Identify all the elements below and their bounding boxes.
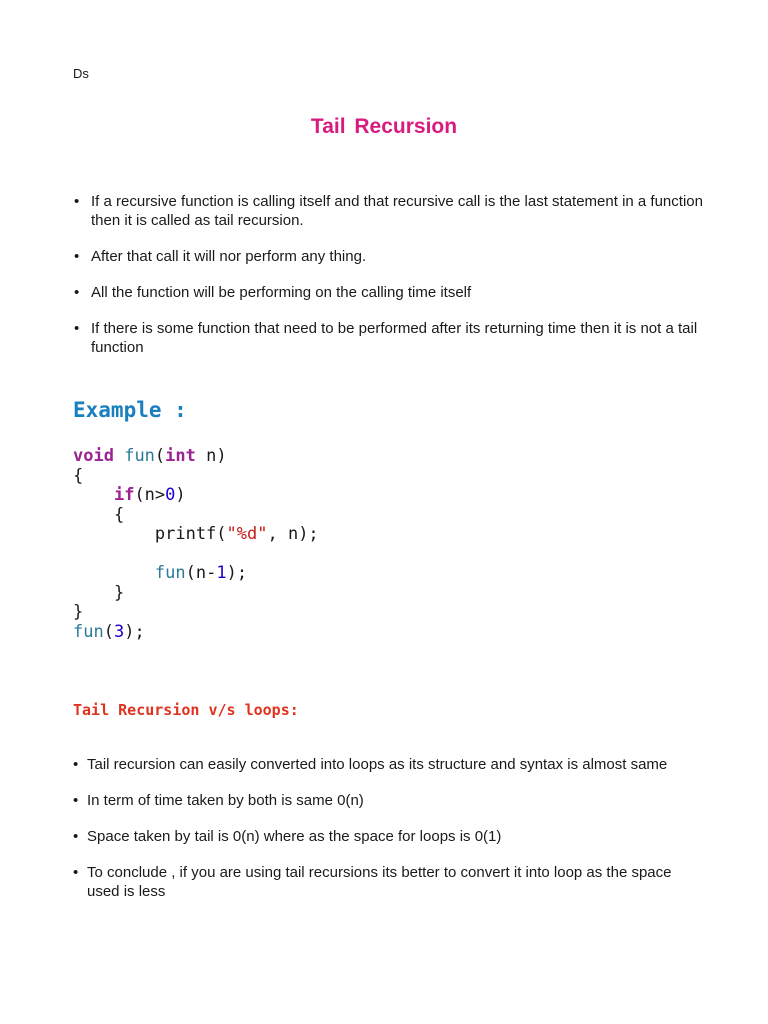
header-label: Ds	[73, 66, 89, 81]
page-title: Tail Recursion	[310, 115, 458, 138]
bullet-marker: •	[73, 756, 79, 773]
list-item	[74, 283, 711, 302]
bullet-marker: •	[73, 828, 79, 845]
code-text: n)	[195, 446, 227, 466]
bullet-text: If there is some function that need to be performed after its returning time then it is not a tail function	[91, 320, 698, 356]
code-number: 1	[216, 563, 227, 583]
bullet-text: In term of time taken by both is same 0(n)	[87, 792, 364, 809]
bullet-text: If a recursive function is calling itself and that recursive call is the last statement in a function then it is called as tail recursion.	[91, 193, 703, 229]
list-item	[73, 755, 707, 774]
code-number: 3	[113, 621, 125, 642]
code-block	[73, 447, 319, 642]
code-line	[73, 564, 319, 584]
code-function: fun	[73, 621, 104, 642]
code-text: (n-	[185, 563, 217, 583]
example-heading: Example :	[73, 398, 187, 422]
loops-bullet-list	[73, 755, 707, 918]
code-line: {	[73, 504, 125, 525]
code-line: }	[73, 582, 125, 603]
bullet-text: Tail recursion can easily converted into loops as its structure and syntax is almost same	[87, 756, 668, 773]
code-text: , n);	[267, 524, 319, 544]
code-text: (	[103, 621, 114, 642]
bullet-marker: •	[74, 193, 80, 210]
code-string: "%d"	[226, 524, 268, 544]
code-text: (n>	[134, 485, 166, 505]
code-text: )	[175, 485, 186, 505]
code-function: fun	[124, 446, 155, 466]
code-line	[73, 447, 319, 467]
code-text	[73, 563, 155, 583]
code-text	[114, 446, 124, 466]
section-heading: Tail Recursion v/s loops:	[73, 701, 299, 719]
bullet-marker: •	[74, 248, 80, 265]
code-text: printf(	[73, 524, 227, 544]
list-item	[73, 863, 707, 901]
code-line	[73, 486, 319, 506]
code-line	[73, 623, 319, 643]
bullet-text: Space taken by tail is 0(n) where as the space for loops is 0(1)	[87, 828, 502, 845]
list-item	[73, 791, 707, 810]
bullet-marker: •	[74, 284, 80, 301]
code-function: fun	[154, 563, 186, 583]
bullet-text: To conclude , if you are using tail recursions its better to convert it into loop as the space used is less	[87, 864, 672, 900]
code-keyword: if	[113, 485, 135, 505]
code-number: 0	[165, 485, 176, 505]
list-item	[74, 247, 711, 266]
list-item	[73, 827, 707, 846]
bullet-text: After that call it will nor perform any thing.	[91, 248, 367, 265]
code-text: );	[124, 621, 145, 642]
code-keyword: int	[165, 446, 196, 466]
intro-bullet-list	[74, 192, 711, 374]
code-line: }	[73, 602, 84, 622]
code-keyword: void	[73, 446, 114, 466]
code-line	[73, 525, 319, 545]
list-item	[74, 192, 711, 230]
bullet-marker: •	[73, 864, 79, 881]
bullet-marker: •	[74, 320, 80, 337]
code-line	[73, 545, 319, 565]
code-text	[73, 485, 114, 505]
code-text: );	[226, 563, 248, 583]
list-item	[74, 319, 711, 357]
bullet-text: All the function will be performing on the calling time itself	[91, 284, 472, 301]
code-line: {	[73, 465, 84, 486]
code-text: (	[154, 446, 166, 466]
bullet-marker: •	[73, 792, 79, 809]
